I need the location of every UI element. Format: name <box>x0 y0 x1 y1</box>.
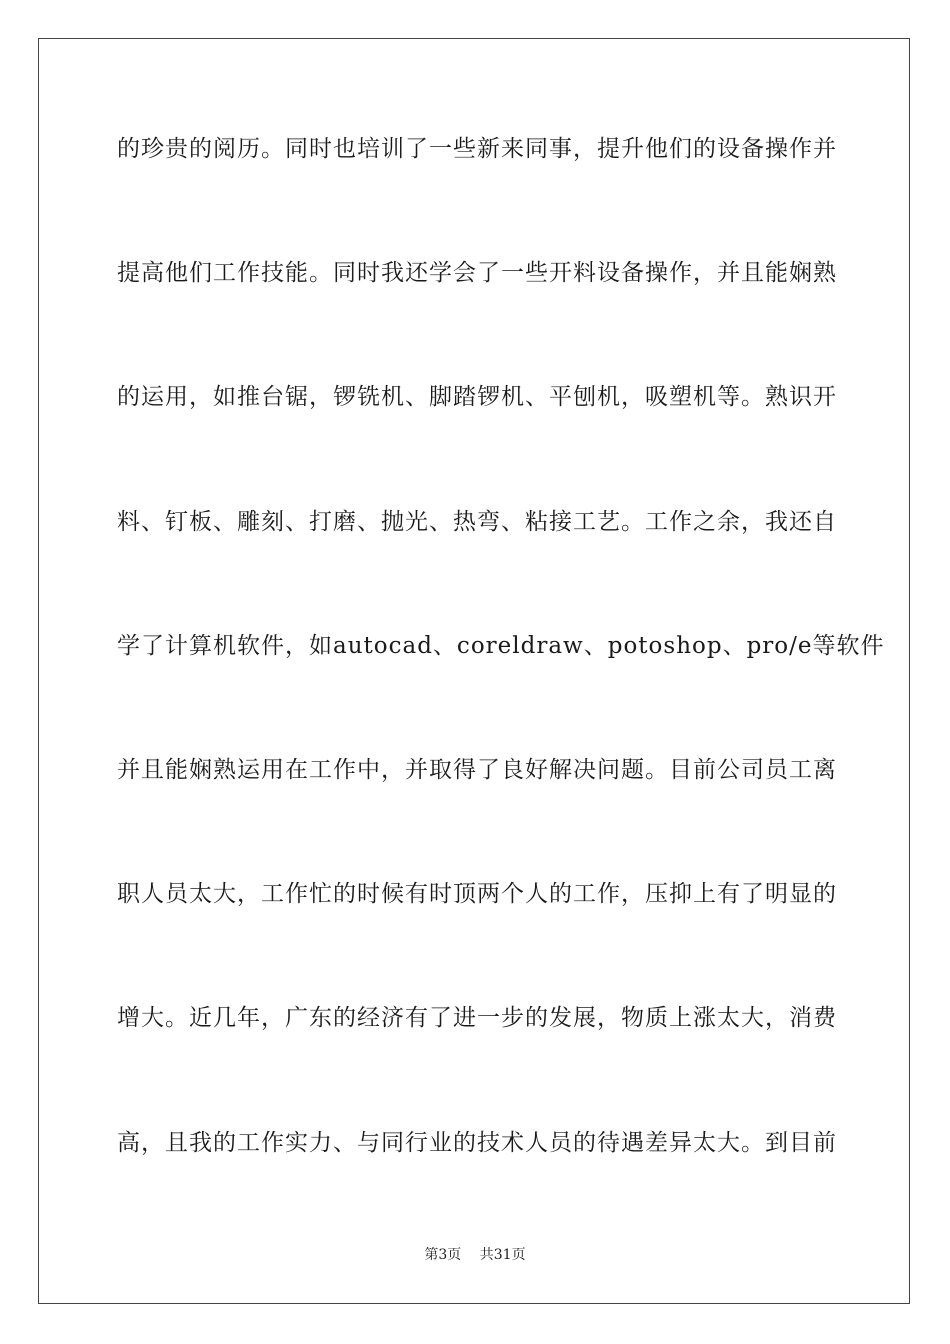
body-text-line: 的珍贵的阅历。同时也培训了一些新来同事，提升他们的设备操作并 <box>117 136 837 162</box>
page-number: 第3页 <box>424 1247 462 1263</box>
body-text-line: 职人员太大，工作忙的时候有时顶两个人的工作，压抑上有了明显的 <box>117 881 837 907</box>
page-footer <box>0 1244 950 1264</box>
body-text-line: 提高他们工作技能。同时我还学会了一些开料设备操作，并且能娴熟 <box>117 260 837 286</box>
page-total: 共31页 <box>479 1247 526 1263</box>
body-text-line: 学了计算机软件，如autocad、coreldraw、potoshop、pro/e等软件 <box>117 633 885 659</box>
body-text-line: 的运用，如推台锯，锣铣机、脚踏锣机、平刨机，吸塑机等。熟识开 <box>117 384 837 410</box>
page-border <box>38 38 910 1304</box>
body-text-line: 增大。近几年，广东的经济有了进一步的发展，物质上涨太大，消费 <box>117 1005 837 1031</box>
body-text-line: 料、钉板、雕刻、打磨、抛光、热弯、粘接工艺。工作之余，我还自 <box>117 509 837 535</box>
body-text-line: 并且能娴熟运用在工作中，并取得了良好解决问题。目前公司员工离 <box>117 757 837 783</box>
body-text-line: 高，且我的工作实力、与同行业的技术人员的待遇差异太大。到目前 <box>117 1130 837 1156</box>
